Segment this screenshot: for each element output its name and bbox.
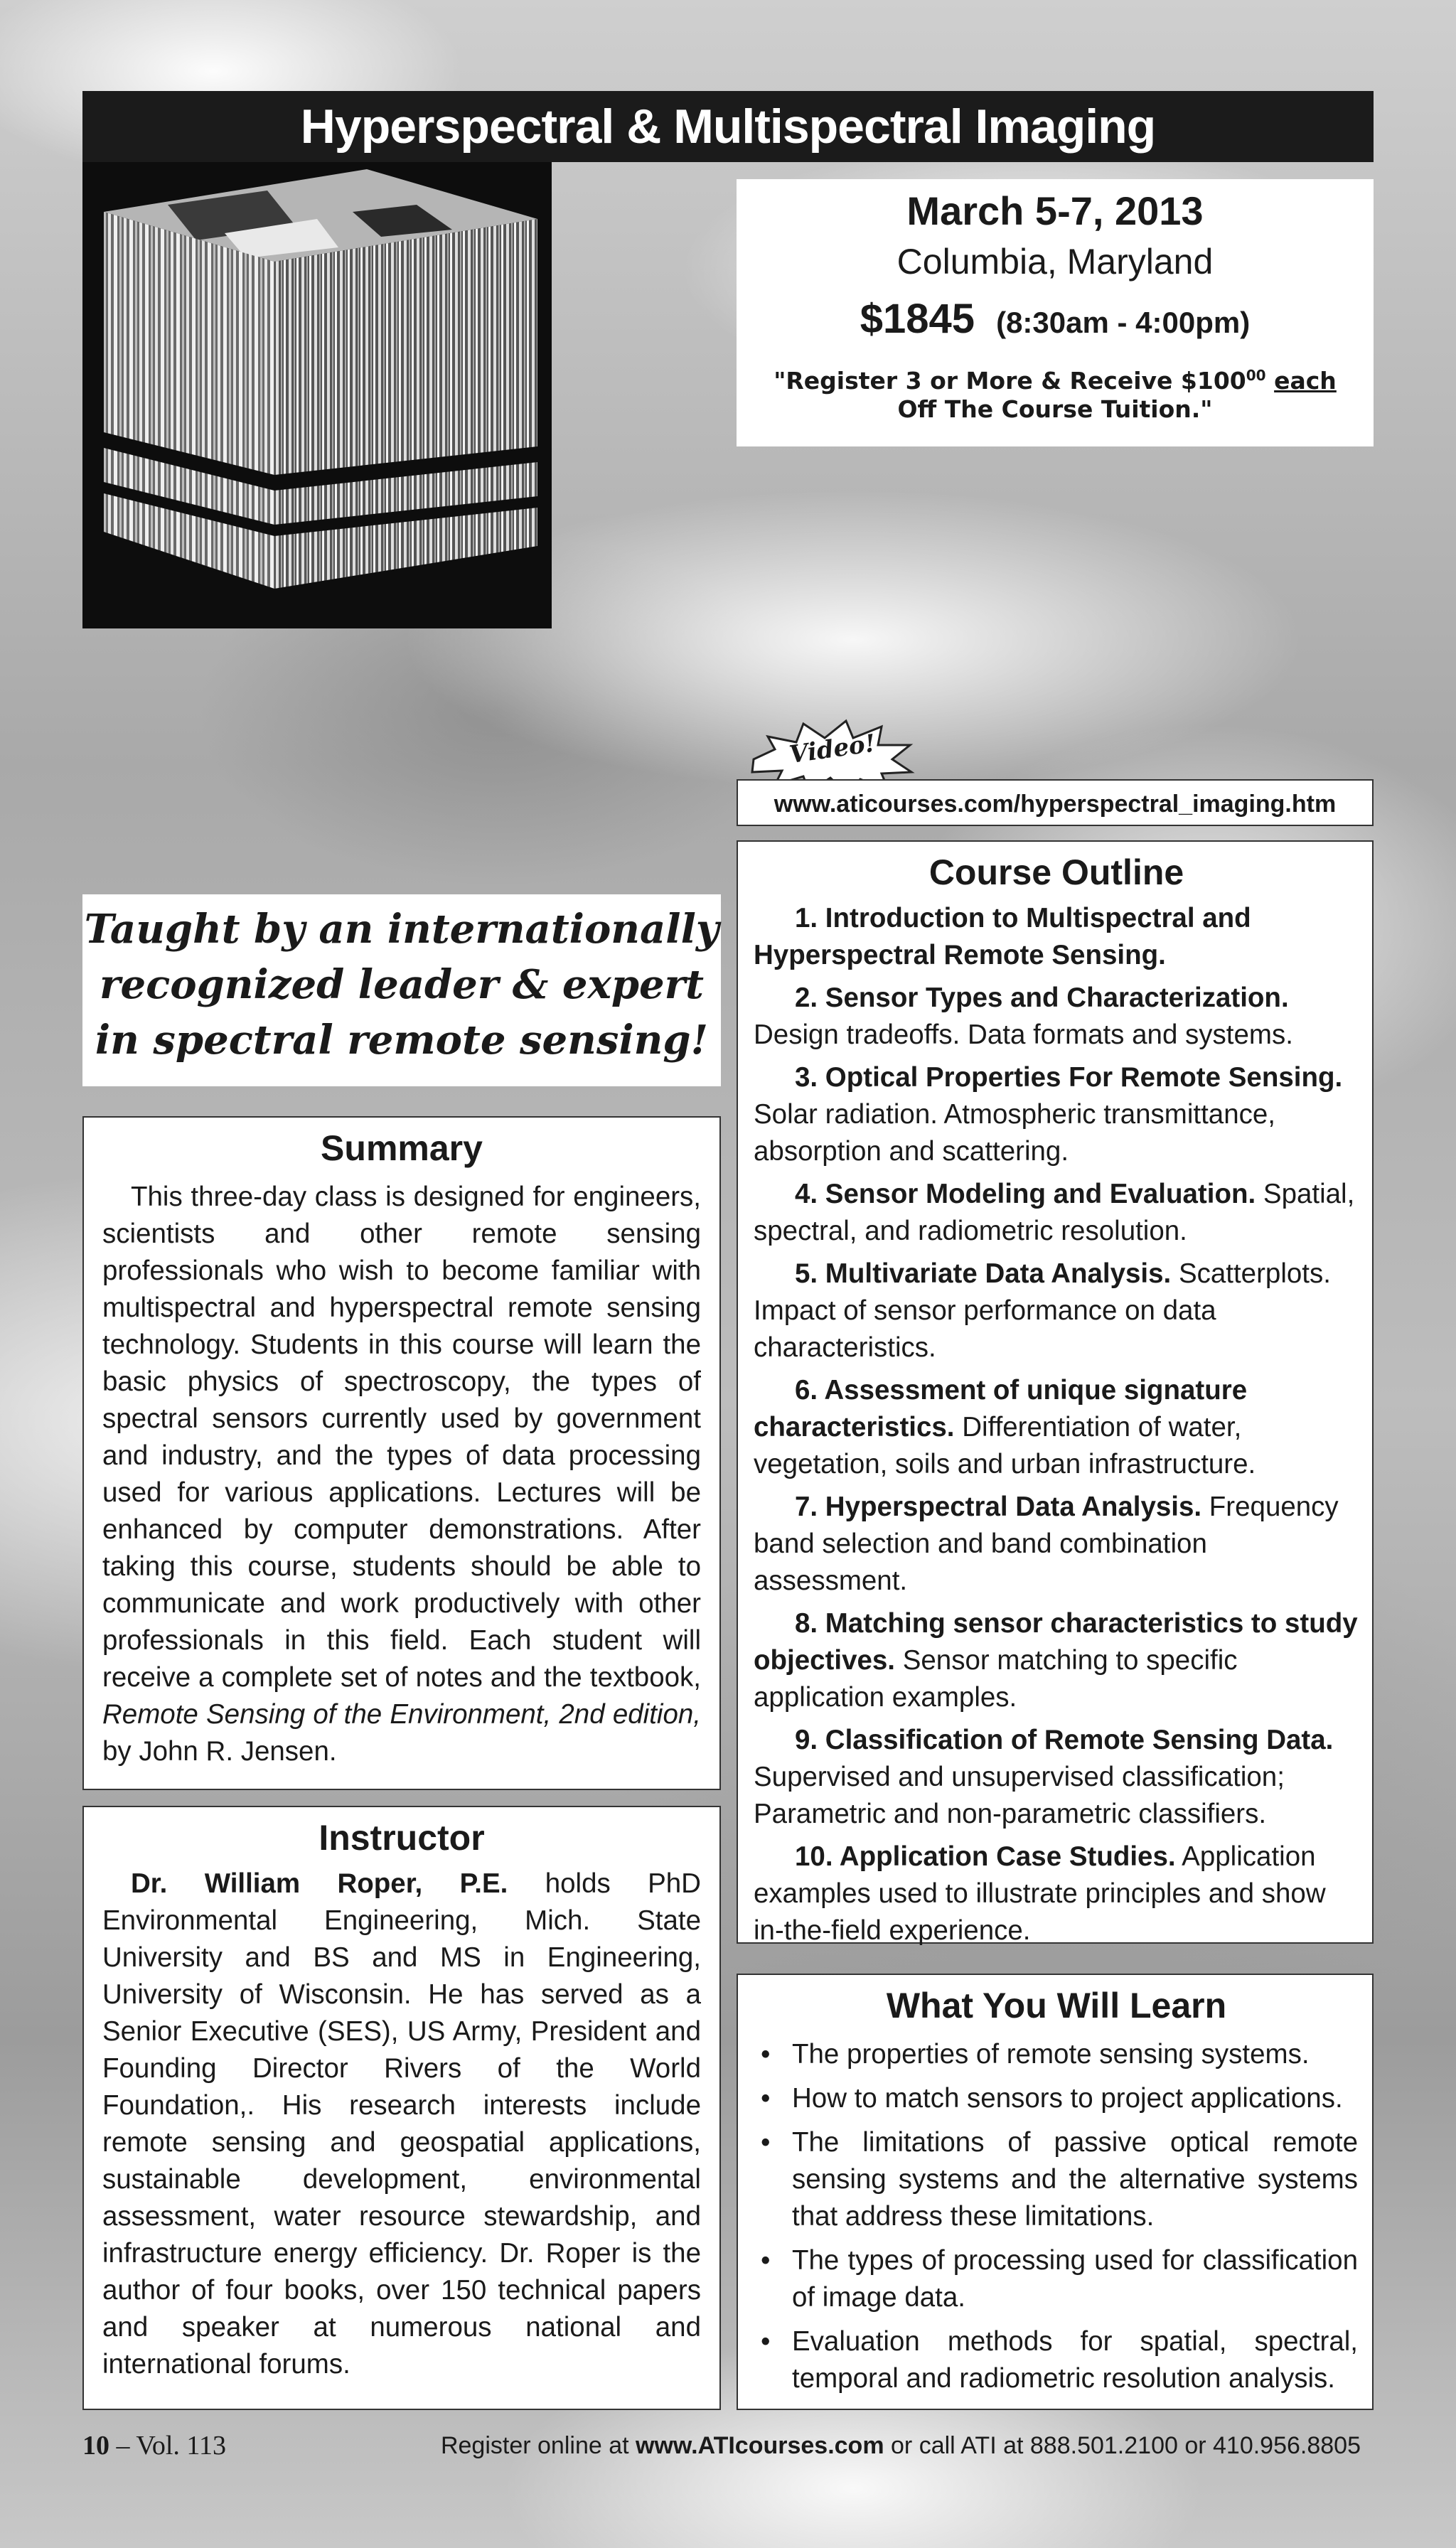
promo-sup: 00 — [1246, 367, 1266, 384]
bullet-icon: • — [761, 2326, 771, 2357]
outline-item — [754, 1256, 1359, 1366]
outline-heading: Course Outline — [928, 852, 1184, 892]
instructor-panel — [82, 1806, 721, 2410]
what-you-will-learn-panel — [737, 1974, 1374, 2410]
outline-item-text: Differentiation of water, vegetation, soils and urban infrastructure. — [754, 1412, 1256, 1479]
learn-item-text: The properties of remote sensing systems. — [792, 2039, 1310, 2070]
register-prefix: Register online at — [440, 2432, 629, 2459]
learn-item — [755, 2036, 1358, 2073]
video-label: Video! — [787, 729, 877, 770]
outline-item — [754, 1059, 1359, 1170]
instructor-bio: holds PhD Environmental Engineering, Mich. State University and BS and MS in Engineering, University of Wisconsin. He has served as a Senior Executive (SES), US Army, President and Founding Director Rivers of the World Foundation,. His research interests include remote sensing and geospatial applications, sustainable development, environmental assessment, water resource stewardship, and infrastructure energy efficiency. Dr. Roper is the author of four books, over 150 technical papers and speaker at numerous national and international forums. — [102, 1868, 701, 2380]
event-info-box — [737, 179, 1374, 446]
summary-panel — [82, 1116, 721, 1790]
outline-item-title: 5. Multivariate Data Analysis. — [795, 1258, 1172, 1289]
bullet-icon: • — [761, 2039, 771, 2070]
page-number — [82, 2431, 226, 2461]
learn-item-text: The limitations of passive optical remote sensing systems and the alternative systems that address these limitations. — [792, 2127, 1358, 2232]
instructor-heading: Instructor — [318, 1818, 485, 1858]
summary-text — [102, 1179, 701, 1770]
price-line — [737, 295, 1374, 343]
outline-item — [754, 1489, 1359, 1600]
learn-item — [755, 2242, 1358, 2316]
bullet-icon: • — [761, 2245, 771, 2276]
learn-item-text: How to match sensors to project applications. — [792, 2083, 1343, 2114]
hypercube-graphic — [82, 162, 552, 628]
outline-item-title: 9. Classification of Remote Sensing Data. — [795, 1725, 1334, 1755]
tagline-line2: recognized leader & expert — [99, 961, 704, 1008]
outline-item-title: 10. Application Case Studies. — [795, 1841, 1176, 1872]
page-num: 10 — [82, 2431, 109, 2461]
summary-body: This three-day class is designed for engineers, scientists and other remote sensing professionals who wish to become familiar with multispectral and hyperspectral remote sensing technology. Students in this course will learn the basic physics of spectroscopy, the types of spectral sensors currently used by government and industry, and the types of data processing used for various applications. Lectures will be enhanced by computer demonstrations. After taking this course, students should be able to communicate and work productively with other professionals in this field. Each student will receive a complete set of notes and the textbook, — [102, 1182, 701, 1693]
outline-item-text: Solar radiation. Atmospheric transmittance, absorption and scattering. — [754, 1099, 1275, 1167]
outline-item — [754, 980, 1359, 1054]
outline-item — [754, 1605, 1359, 1716]
register-site-link[interactable]: www.ATIcourses.com — [636, 2432, 884, 2459]
event-date: March 5-7, 2013 — [906, 188, 1204, 233]
volume-label: – Vol. 113 — [116, 2431, 227, 2461]
instructor-text — [102, 1866, 701, 2383]
page-title: Hyperspectral & Multispectral Imaging — [82, 91, 1374, 162]
summary-book: Remote Sensing of the Environment, 2nd edition, — [102, 1699, 701, 1730]
learn-list — [755, 2036, 1358, 2397]
outline-item — [754, 1838, 1359, 1949]
promo-each: each — [1274, 367, 1337, 395]
register-line — [441, 2424, 1361, 2467]
outline-item-text: Spatial, spectral, and radiometric resolution. — [754, 1179, 1355, 1246]
learn-item-text: Evaluation methods for spatial, spectral, temporal and radiometric resolution analysis. — [792, 2326, 1358, 2394]
bullet-icon: • — [761, 2127, 771, 2158]
outline-item — [754, 1372, 1359, 1483]
outline-item-title: 6. Assessment of unique signature characteristics. — [754, 1375, 1248, 1442]
outline-item-title: 7. Hyperspectral Data Analysis. — [795, 1492, 1202, 1522]
tagline-line1: Taught by an internationally — [84, 906, 719, 953]
event-hours: (8:30am - 4:00pm) — [996, 306, 1251, 339]
event-price: $1845 — [860, 296, 975, 342]
learn-item-text: The types of processing used for classification of image data. — [792, 2245, 1358, 2313]
learn-item — [755, 2124, 1358, 2235]
outline-item-text: Design tradeoffs. Data formats and systems. — [754, 1019, 1293, 1050]
tagline-box — [82, 894, 721, 1086]
outline-item-title: 2. Sensor Types and Characterization. — [795, 983, 1289, 1013]
outline-item-title: 8. Matching sensor characteristics to study objectives. — [754, 1608, 1358, 1676]
register-suffix: or call ATI at 888.501.2100 or 410.956.8805 — [891, 2432, 1361, 2459]
summary-author: by John R. Jensen. — [102, 1736, 337, 1767]
course-outline-panel — [737, 840, 1374, 1944]
page-footer — [82, 2424, 1374, 2467]
outline-item-text: Application examples used to illustrate principles and show in-the-field experience. — [754, 1841, 1326, 1946]
outline-item-title: 3. Optical Properties For Remote Sensing. — [795, 1062, 1343, 1093]
summary-heading: Summary — [321, 1128, 483, 1168]
outline-item-text: Frequency band selection and band combination assessment. — [754, 1492, 1339, 1596]
outline-item-text: Sensor matching to specific application examples. — [754, 1645, 1238, 1713]
outline-item — [754, 1722, 1359, 1833]
learn-item — [755, 2080, 1358, 2117]
learn-item — [755, 2323, 1358, 2397]
learn-heading: What You Will Learn — [886, 1986, 1227, 2025]
tagline-line3: in spectral remote sensing! — [95, 1017, 709, 1064]
outline-item — [754, 900, 1359, 974]
promo-part2: Off The Course Tuition." — [897, 395, 1213, 423]
bullet-icon: • — [761, 2083, 771, 2114]
promo-part1: "Register 3 or More & Receive $100 — [774, 367, 1246, 395]
instructor-name: Dr. William Roper, P.E. — [131, 1868, 508, 1899]
event-location: Columbia, Maryland — [896, 242, 1214, 282]
outline-item-text: Supervised and unsupervised classification; Parametric and non-parametric classifiers. — [754, 1762, 1285, 1829]
outline-item — [754, 1176, 1359, 1250]
hypercube-image — [82, 162, 552, 628]
outline-item-text: Scatterplots. Impact of sensor performance on data characteristics. — [754, 1258, 1331, 1363]
course-url-link[interactable]: www.aticourses.com/hyperspectral_imaging.htm — [737, 779, 1374, 826]
outline-item-title: 4. Sensor Modeling and Evaluation. — [795, 1179, 1256, 1209]
outline-item-title: 1. Introduction to Multispectral and Hyperspectral Remote Sensing. — [754, 903, 1251, 970]
promo-text — [737, 361, 1374, 424]
